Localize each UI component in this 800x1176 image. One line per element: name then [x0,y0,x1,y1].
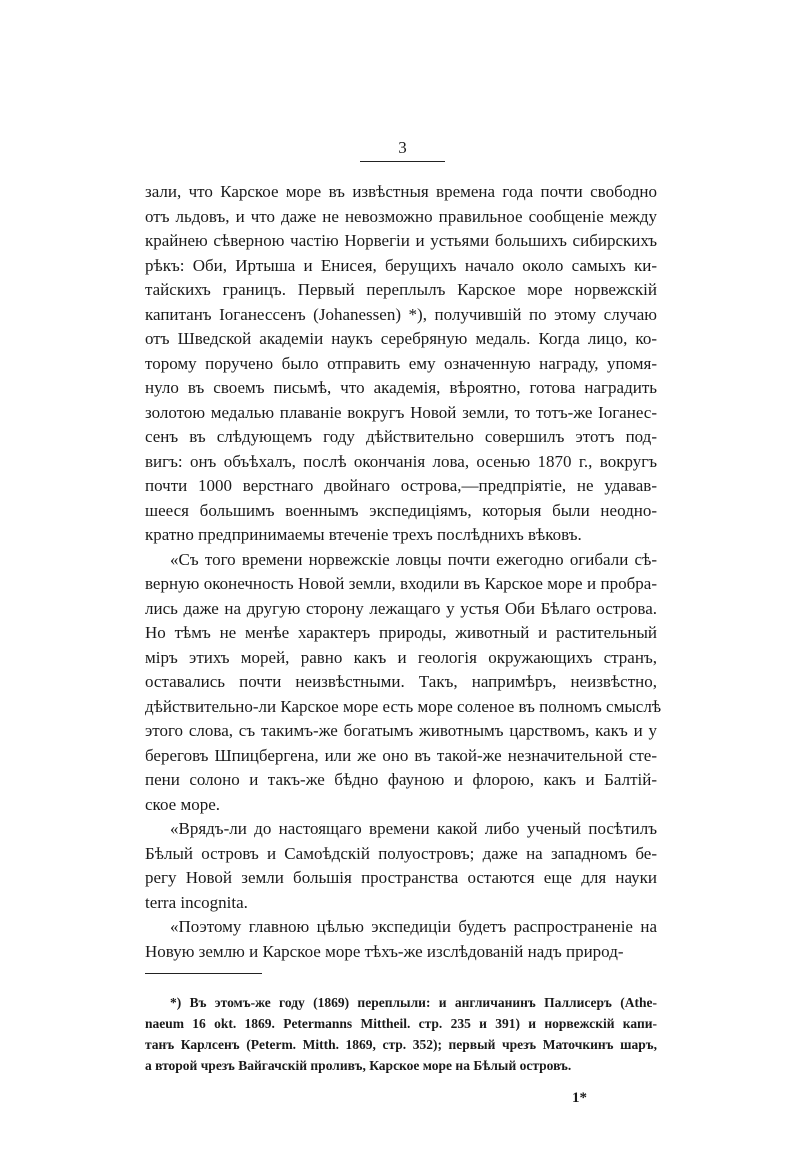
text-line: отъ Шведской академіи наукъ серебряную медаль. Когда лицо, ко- [145,329,657,348]
text-line: terra incognita. [145,892,248,912]
paragraph [145,915,657,964]
text-line: Новую землю и Карское море тѣхъ-же изслѣдованій надъ природ- [145,941,624,961]
text-line: рѣкъ: Оби, Иртыша и Енисея, берущихъ начало около самыхъ ки- [145,255,657,275]
text-line: шееся большимъ военнымъ экспедиціямъ, которыя были неодно- [145,500,657,520]
text-line: лись даже на другую сторону лежащаго у устья Оби Бѣлаго острова. [145,598,657,618]
text-line: капитанъ Іоганессенъ (Johanessen) *), получившій по этому случаю [145,304,657,324]
text-line: береговъ Шпицбергена, или же оно въ такой-же незначительной сте- [145,745,657,765]
text-line: торому поручено было отправить ему означенную награду, упомя- [145,353,657,373]
text-line: міръ этихъ морей, равно какъ и геологія окружающихъ странъ, [145,647,657,667]
text-line: «Поэтому главною цѣлью экспедиціи будетъ распространеніе на [170,917,657,936]
text-line: пени солоно и такъ-же бѣдно фауною и флорою, какъ и Балтій- [145,770,657,789]
signature-mark: 1* [572,1090,587,1106]
text-line: ское море. [145,794,220,814]
text-line: регу Новой земли большія пространства остаются еще для науки [145,868,657,887]
text-line: «Съ того времени норвежскіе ловцы почти ежегодно огибали сѣ- [170,549,657,569]
text-line: сенъ въ слѣдующемъ году дѣйствительно совершилъ этотъ под- [145,427,657,446]
text-line: «Врядъ-ли до настоящаго времени какой либо ученый посѣтилъ [170,819,657,838]
text-line: верную оконечность Новой земли, входили въ Карское море и пробра- [145,574,657,593]
footnote-line: *) Въ этомъ-же году (1869) переплыли: и англичанинъ Паллисеръ (Athe- [170,995,657,1010]
text-line: Бѣлый островъ и Самоѣдскій полуостровъ; даже на западномъ бе- [145,843,657,863]
footnote-line: naeum 16 okt. 1869. Petermanns Mittheil. стр. 235 и 391) и норвежскій капи- [145,1016,657,1031]
paragraph [145,548,662,818]
footnote [145,992,657,1076]
text-line: зали, что Карское море въ извѣстныя времена года почти свободно [145,182,657,201]
text-line: вигъ: онъ объѣхалъ, послѣ окончанія лова, осенью 1870 г., вокругъ [145,451,657,471]
text-line: нуло въ своемъ письмѣ, что академія, вѣроятно, готова наградить [145,378,657,397]
header-rule [360,161,445,162]
text-line: почти 1000 верстнаго двойнаго острова,—предпріятіе, не удавав- [145,476,657,495]
page-number: 3 [398,138,407,157]
text-line: крайнею сѣверною частію Норвегіи и устьями большихъ сибирскихъ [145,231,657,250]
footnote-line: а второй чрезъ Вайгачскій проливъ, Карское море на Бѣлый островъ. [145,1058,572,1073]
text-line: тайскихъ границъ. Первый переплылъ Карское море норвежскій [145,280,657,299]
text-line: дѣйствительно-ли Карское море есть море соленое въ полномъ смыслѣ [145,696,662,716]
footnote-line: танъ Карлсенъ (Peterm. Mitth. 1869, стр. 352); первый чрезъ Маточкинъ шаръ, [145,1037,657,1052]
text-line: оставались почти неизвѣстными. Такъ, напримѣръ, неизвѣстно, [145,672,657,691]
text-line: этого слова, съ такимъ-же богатымъ животнымъ царствомъ, какъ и у [145,721,657,740]
text-line: золотою медалью плаваніе вокругъ Новой земли, то тотъ-же Іоганес- [145,402,657,422]
text-line: Но тѣмъ не менѣе характеръ природы, животный и растительный [145,623,657,642]
paragraph [145,817,657,915]
text-line: кратно предпринимаемы втеченіе трехъ послѣднихъ вѣковъ. [145,525,582,544]
body-text [145,180,662,964]
paragraph [145,180,657,548]
text-line: отъ льдовъ, и что даже не невозможно правильное сообщеніе между [145,206,657,226]
footnote-rule [145,973,262,974]
